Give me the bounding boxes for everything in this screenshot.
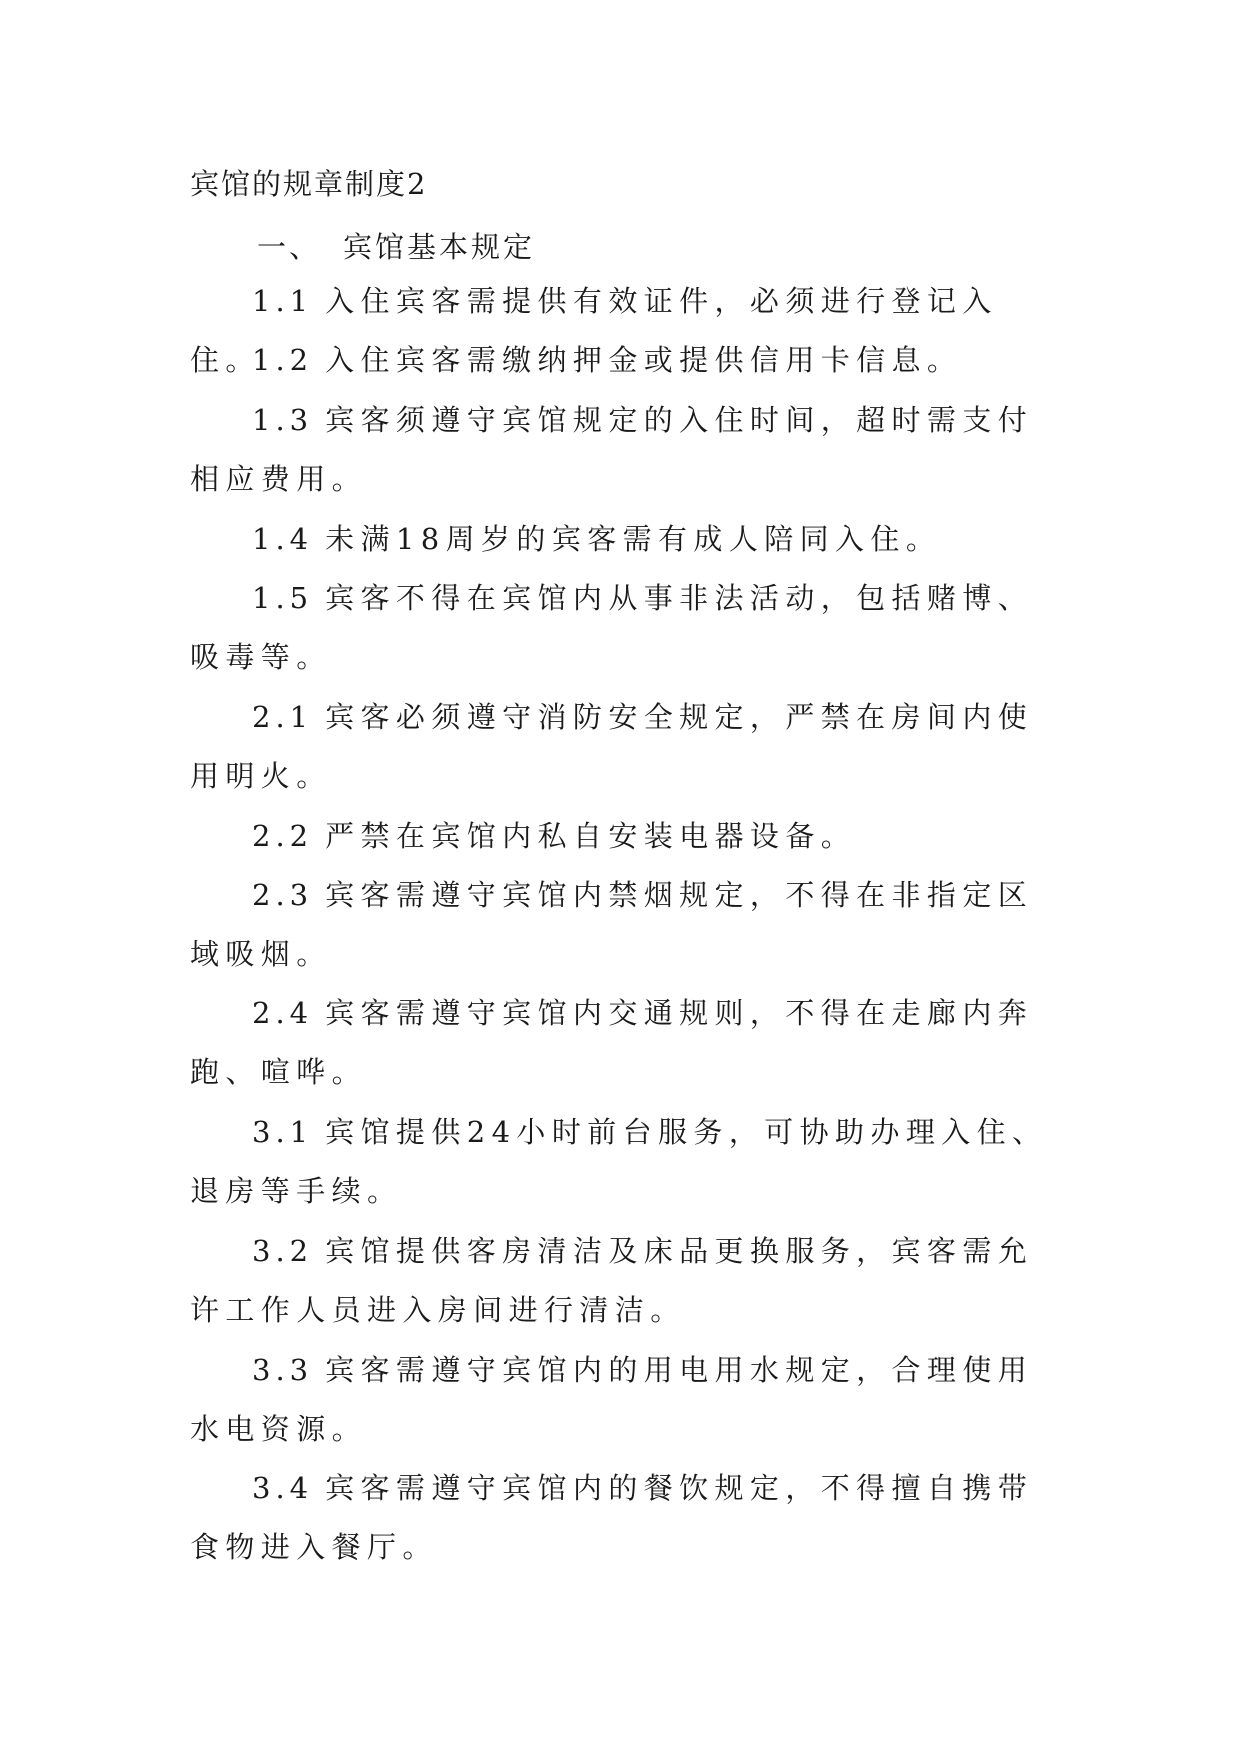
paragraph-2-3 <box>190 866 1050 983</box>
paragraph-number: 2.2 <box>252 819 314 853</box>
paragraph-3-2 <box>190 1222 1050 1339</box>
paragraph-1-5 <box>190 569 1050 686</box>
paragraph-text: 宾客不得在宾馆内从事非法活动，包括赌博、吸毒等。 <box>190 581 1034 674</box>
paragraph-2-1 <box>190 688 1050 805</box>
paragraph-number: 1.2 <box>252 343 314 377</box>
paragraph-text: 宾客必须遵守消防安全规定，严禁在房间内使用明火。 <box>190 700 1034 793</box>
document-title: 宾馆的规章制度2 <box>190 167 428 201</box>
paragraph-text: 宾馆提供24小时前台服务，可协助办理入住、退房等手续。 <box>190 1115 1048 1208</box>
section-number: 一、 <box>257 230 322 264</box>
paragraph-number: 1.4 <box>252 522 314 556</box>
paragraph-number: 3.3 <box>252 1353 314 1387</box>
paragraph-number: 2.4 <box>252 996 314 1030</box>
paragraph-number: 1.3 <box>252 403 314 437</box>
paragraph-text: 宾客需遵守宾馆内交通规则，不得在走廊内奔跑、喧哗。 <box>190 996 1034 1089</box>
paragraph-text: 宾客须遵守宾馆规定的入住时间，超时需支付相应费用。 <box>190 403 1034 496</box>
paragraph-3-4 <box>190 1459 1050 1576</box>
paragraph-2-4 <box>190 984 1050 1101</box>
paragraph-text: 宾馆提供客房清洁及床品更换服务，宾客需允许工作人员进入房间进行清洁。 <box>190 1234 1034 1327</box>
paragraph-text: 未满18周岁的宾客需有成人陪同入住。 <box>325 522 942 556</box>
paragraph-number: 2.3 <box>252 878 314 912</box>
paragraph-text: 宾客需遵守宾馆内禁烟规定，不得在非指定区域吸烟。 <box>190 878 1034 971</box>
paragraph-number: 3.1 <box>252 1115 314 1149</box>
paragraph-number: 1.5 <box>252 581 314 615</box>
paragraph-text: 严禁在宾馆内私自安装电器设备。 <box>325 819 857 853</box>
paragraph-number: 3.2 <box>252 1234 314 1268</box>
paragraph-1-3 <box>190 391 1050 508</box>
paragraph-1-2 <box>190 331 1050 390</box>
paragraph-3-3 <box>190 1341 1050 1458</box>
paragraph-text: 宾客需遵守宾馆内的用电用水规定，合理使用水电资源。 <box>190 1353 1034 1446</box>
paragraph-text: 入住宾客需提供有效证件，必须进行登记入住。 <box>190 284 998 377</box>
paragraph-text: 入住宾客需缴纳押金或提供信用卡信息。 <box>325 343 963 377</box>
paragraph-2-2 <box>190 807 1050 866</box>
paragraph-number: 2.1 <box>252 700 314 734</box>
paragraph-3-1 <box>190 1103 1050 1220</box>
paragraph-text: 宾客需遵守宾馆内的餐饮规定，不得擅自携带食物进入餐厅。 <box>190 1471 1034 1564</box>
section-title: 宾馆基本规定 <box>343 230 536 264</box>
paragraph-1-4 <box>190 510 1050 569</box>
paragraph-number: 1.1 <box>252 284 314 318</box>
section-heading <box>257 227 535 267</box>
paragraph-number: 3.4 <box>252 1471 314 1505</box>
